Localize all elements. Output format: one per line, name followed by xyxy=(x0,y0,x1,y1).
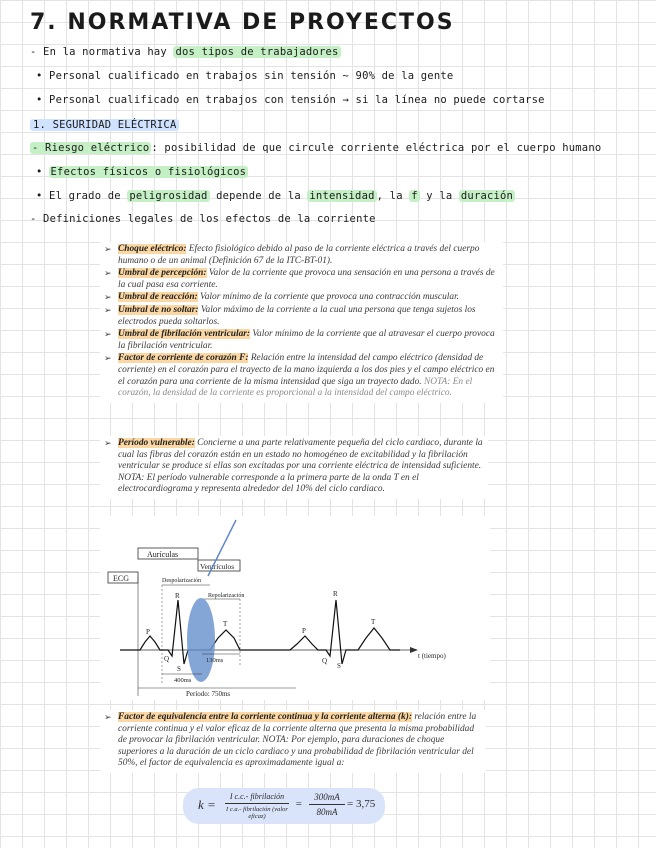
definition-term: Factor de equivalencia entre la corriente continua y la corriente alterna (k): xyxy=(118,712,412,722)
ecg-label: ECG xyxy=(113,574,129,583)
duration-130ms: 130ms xyxy=(206,657,224,664)
definition-text: Valor de la corriente que provoca una sensación en una persona a través de la cual pasa esa corriente. xyxy=(118,268,495,290)
section-label: 1. SEGURIDAD ELÉCTRICA xyxy=(30,119,179,131)
formula-result: = 3,75 xyxy=(347,798,376,810)
definition-text: Efecto fisiológico debido al paso de la corriente eléctrica a través del cuerpo humano o de un animal (Definición 67 de la ITC-BT-01). xyxy=(118,244,480,266)
definitions-block xyxy=(100,242,503,403)
definition-text: Relación entre la intensidad del campo eléctrico (densidad de corriente) en el corazón para el trayecto de la mano izquierda a los dos pies y el campo eléctrico en el corazón para una corriente de la misma intensidad que siga un trayecto dado. xyxy=(118,353,495,387)
definition-item xyxy=(104,268,499,291)
note-line-6 xyxy=(36,190,515,202)
definition-item xyxy=(104,438,484,496)
formula-k xyxy=(183,788,385,824)
definition-term: Factor de corriente de corazón F: xyxy=(118,353,249,364)
note-text: y la xyxy=(419,190,459,202)
wave-R-2: R xyxy=(333,590,338,598)
definition-item xyxy=(104,305,499,328)
definition-term: Umbral de no soltar: xyxy=(118,304,199,315)
highlight: duración xyxy=(460,190,514,202)
formula-denominator: I c.a.- fibrilación (valor eficaz) xyxy=(226,806,288,820)
formula-numerator-2: 300mA xyxy=(314,792,340,802)
formula-k-symbol: k = xyxy=(198,797,216,812)
definition-term: Umbral de reacción: xyxy=(118,292,198,303)
period-label: Período: 750ms xyxy=(186,690,231,698)
wave-R: R xyxy=(175,592,180,600)
definition-item xyxy=(104,329,499,352)
note-line-5 xyxy=(36,166,248,178)
note-line-1 xyxy=(30,46,341,58)
formula-denominator-2: 80mA xyxy=(316,807,338,817)
definition-text: Valor mínimo de la corriente que provoca una contracción muscular. xyxy=(197,292,460,303)
definition-text: Concierne a una parte relativamente pequeña del ciclo cardiaco, durante la cual las fibras del corazón están en un estado no homogéneo de excitabilidad y la fibrilación ventricular se produce si ellas son excitadas por una corriente eléctrica de intensidad suficiente. NOTA: El período vulnerable corresponde a la primera parte de la onda T en el electrocardiograma y representa alrededor del 10% del ciclo cardiaco. xyxy=(118,438,483,495)
definition-item xyxy=(104,292,499,304)
auriculas-label: Aurículas xyxy=(147,550,179,559)
note-text: , la xyxy=(376,190,410,202)
bullet-dot: • xyxy=(36,166,43,178)
definition-term: Choque eléctrico: xyxy=(118,244,187,254)
wave-P: P xyxy=(146,628,150,636)
highlight: intensidad xyxy=(309,190,375,202)
definition-text: Valor mínimo de la corriente que al atravesar el cuerpo provoca la fibrilación ventricular. xyxy=(118,329,495,351)
highlight: dos tipos de trabajadores xyxy=(175,46,339,58)
repolarizacion-label: Repolarización xyxy=(208,593,245,599)
definition-note: NOTA: En el corazón, la densidad de la corriente es proporcional a la intensidad del campo eléctrico. xyxy=(118,376,473,399)
wave-S-2: S xyxy=(337,662,341,670)
note-line-3: • Personal cualificado en trabajos con tensión → si la línea no puede cortarse xyxy=(36,94,545,106)
vulnerable-period-highlight xyxy=(187,598,215,682)
formula-fraction-2 xyxy=(309,792,345,817)
highlight: f xyxy=(411,190,418,202)
wave-S: S xyxy=(177,665,181,673)
note-text: - En la normativa hay xyxy=(30,46,174,58)
despolarizacion-label: Despolarización xyxy=(162,578,201,584)
ventriculos-label: Ventrículos xyxy=(200,562,235,571)
time-axis-label: t (tiempo) xyxy=(418,652,446,660)
wave-P-2: P xyxy=(302,627,306,635)
vulnerable-block xyxy=(100,436,488,499)
duration-400ms: 400ms xyxy=(174,677,192,684)
definition-text: relación entre la corriente continua y el valor eficaz de la corriente alterna que presenta la misma probabilidad de provocar la fibrilación ventricular. NOTA: Por ejemplo, para duraciones de choque superiores a la duración de un ciclo cardiaco y una probabilidad de fibrilación ventricular del 50%, el factor de equivalencia es aproximadamente igual a: xyxy=(118,712,477,769)
definition-term: Umbral de percepción: xyxy=(118,268,207,279)
page-title: 7. NORMATIVA DE PROYECTOS xyxy=(30,10,455,35)
wave-T: T xyxy=(223,620,228,628)
ecg-diagram xyxy=(100,516,490,700)
definition-term: Umbral de fibrilación ventricular: xyxy=(118,329,251,340)
equivalence-block xyxy=(100,710,486,773)
note-line-2: • Personal cualificado en trabajos sin tensión ~ 90% de la gente xyxy=(36,70,454,82)
definition-term: Período vulnerable: xyxy=(118,438,195,448)
wave-Q: Q xyxy=(164,655,170,663)
note-text: • El grado de xyxy=(36,190,128,202)
formula-numerator: I c.c.- fibrilación xyxy=(229,792,285,801)
definition-item xyxy=(104,712,482,770)
wave-Q-2: Q xyxy=(322,657,328,665)
note-line-4 xyxy=(30,142,601,154)
highlight: Efectos físicos o fisiológicos xyxy=(50,166,247,178)
note-line-7: - Definiciones legales de los efectos de la corriente xyxy=(30,213,376,225)
definition-text: Valor máximo de la corriente a la cual una persona que tenga sujetos los electrodos pueda soltarlos. xyxy=(118,304,476,327)
definition-item xyxy=(104,353,499,399)
formula-equals: = xyxy=(295,798,303,810)
note-text: : posibilidad de que circule corriente eléctrica por el cuerpo humano xyxy=(151,142,602,154)
definition-item xyxy=(104,244,499,267)
highlight: - Riesgo eléctrico xyxy=(32,142,150,154)
wave-T-2: T xyxy=(371,618,376,626)
section-heading xyxy=(30,119,179,131)
formula-fraction-1 xyxy=(225,792,289,820)
highlight: peligrosidad xyxy=(129,190,208,202)
note-text: depende de la xyxy=(209,190,308,202)
